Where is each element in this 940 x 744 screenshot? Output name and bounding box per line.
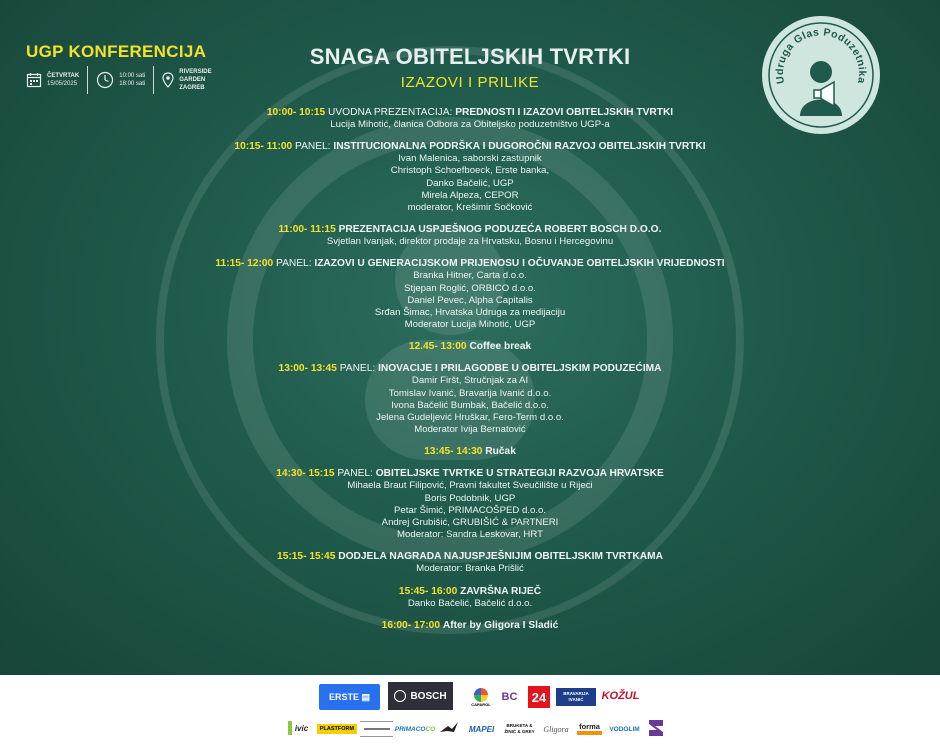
speaker-line: Danko Bačelić, Bačelić d.o.o.	[407, 597, 533, 609]
agenda-session	[120, 363, 820, 436]
session-heading	[120, 551, 820, 563]
24sata-logo-text: 24	[531, 689, 547, 705]
session-kind: PANEL:	[337, 468, 373, 480]
speaker-line: Petar Šimić, PRIMACOŠPED d.o.o.	[394, 504, 546, 516]
forma-logo-text: forma	[579, 721, 600, 731]
date-info	[26, 72, 79, 88]
speaker-line: Moderator: Branka Prišlić	[416, 563, 524, 575]
session-time: 15:15- 15:45	[277, 551, 336, 563]
session-title: ZAVRŠNA RIJEČ	[460, 585, 542, 597]
session-heading	[120, 224, 820, 236]
agenda-session	[120, 551, 820, 575]
bosch-mark-icon	[394, 690, 406, 702]
session-title: After by Gligora I Sladić	[442, 619, 559, 631]
grey-logo-text: BRUKETA & ŽINIĆ & GREY	[504, 723, 535, 734]
session-time: 10:15- 11:00	[234, 141, 293, 153]
page-subtitle: IZAZOVI I PRILIKE	[400, 74, 540, 91]
erste-logo-text: ERSTE	[328, 692, 359, 702]
speaker-line: moderator, Krešimir Sočković	[407, 202, 533, 214]
session-time: 15:45- 16:00	[398, 585, 458, 597]
speaker-line: Christoph Schoefboeck, Erste banka,	[390, 165, 550, 177]
session-time: 11:15- 12:00	[215, 258, 274, 270]
session-kind: PANEL:	[276, 258, 312, 270]
bravarija-logo-text: BRAVARIJA IVANIĆ	[563, 691, 589, 702]
session-heading	[120, 363, 820, 375]
venue-line: GARDEN	[179, 77, 206, 83]
speaker-line: Svjetlan Ivanjak, direktor prodaje za Hrvatsku, Bosnu i Hercegovinu	[326, 236, 614, 248]
session-heading	[120, 620, 820, 632]
agenda-session	[120, 620, 820, 632]
bravarija-ivanic-logo	[556, 688, 596, 706]
session-title: IZAZOVI U GENERACIJSKOM PRIJENOSU I OČUVANJE OBITELJSKIH VRIJEDNOSTI	[314, 258, 725, 270]
speaker-line: Moderator: Sandra Leskovar, HRT	[397, 529, 543, 541]
24sata-logo	[528, 686, 550, 708]
speaker-line: Branka Hitner, Carta d.o.o.	[413, 270, 527, 282]
session-heading	[120, 141, 820, 153]
sponsors-strip	[0, 675, 940, 744]
caparol-logo-text: CAPAROL	[471, 701, 491, 707]
forma-logo	[576, 719, 603, 737]
ivic-logo-text: ivic	[294, 723, 309, 733]
session-time: 11:00- 11:15	[278, 224, 336, 236]
session-title: DODJELA NAGRADA NAJUSPJEŠNIJIM OBITELJSKIM TVRTKAMA	[338, 551, 663, 563]
agenda-session	[120, 341, 820, 353]
page-title: SNAGA OBITELJSKIH TVRTKI	[309, 44, 631, 69]
agenda-session	[120, 468, 820, 541]
small-partner-mark-icon	[364, 728, 390, 730]
session-title: INSTITUCIONALNA PODRŠKA I DUGOROČNI RAZVOJ OBITELJSKIH TVRTKI	[333, 141, 706, 153]
session-time: 13:00- 13:45	[278, 363, 337, 375]
session-title: PREDNOSTI I IZAZOVI OBITELJSKIH TVRTKI	[455, 107, 674, 118]
speaker-line: Damir Firšt, Stručnjak za AI	[411, 375, 529, 387]
session-title: Ručak	[485, 446, 516, 458]
bruketa-zinic-grey-logo	[502, 718, 537, 740]
time-info	[96, 71, 145, 89]
bosch-logo-text: BOSCH	[410, 690, 447, 702]
session-heading	[120, 468, 820, 480]
speaker-line: Mirela Alpeza, CEPOR	[421, 189, 519, 201]
session-time: 12.45- 13:00	[408, 341, 467, 353]
speaker-line: Daniel Pevec, Alpha Capitalis	[407, 294, 533, 306]
session-heading	[120, 258, 820, 270]
conference-title: UGP KONFERENCIJA	[26, 42, 207, 61]
speaker-line: Boris Podobnik, UGP	[424, 492, 516, 504]
info-divider	[153, 66, 154, 94]
speaker-line: Lucija Mihotić, članica Odbora za Obiteljsko poduzetništvo UGP-a	[330, 119, 610, 130]
date-day: ČETVRTAK	[47, 73, 80, 79]
calendar-icon	[26, 72, 42, 88]
bird-partner-logo	[437, 719, 461, 739]
clock-icon	[96, 71, 114, 89]
primacosped-logo-text: PRIMACO	[394, 725, 426, 733]
purple-mark-icon	[647, 718, 665, 738]
agenda-session	[120, 224, 820, 248]
mapei-logo-text: MAPEI	[468, 725, 495, 734]
caparol-logo	[470, 685, 492, 709]
agenda-session	[120, 586, 820, 610]
session-time: 16:00- 17:00	[381, 619, 440, 631]
session-heading	[120, 586, 820, 598]
speaker-line: Moderator Lucija Mihotić, UGP	[404, 319, 536, 331]
mapei-logo	[465, 723, 498, 736]
speaker-line: Tomislav Ivanić, Bravarija Ivanić d.o.o.	[388, 387, 552, 399]
agenda-session	[120, 446, 820, 458]
gligora-logo-text: Gligora	[543, 724, 569, 734]
session-heading	[120, 107, 820, 119]
vodolim-logo	[607, 723, 642, 736]
agenda-session	[120, 258, 820, 331]
bosch-logo	[388, 682, 453, 710]
session-title: PREZENTACIJA USPJEŠNOG PODUZEĆA ROBERT BOSCH D.O.O.	[338, 224, 662, 236]
speaker-line: Jelena Gudeljević Hruškar, Fero-Term d.o.o.	[376, 412, 564, 424]
session-kind: PANEL:	[295, 141, 331, 153]
session-kind: UVODNA PREZENTACIJA:	[328, 107, 453, 118]
ivic-logo	[282, 718, 314, 738]
speaker-line: Moderator Ivija Bernatović	[414, 424, 526, 436]
purple-partner-logo	[646, 717, 666, 739]
info-divider	[87, 66, 88, 94]
speaker-line: Danko Bačelić, UGP	[426, 177, 514, 189]
agenda-session	[120, 107, 820, 131]
primacosped-logo: PRIMACO CO	[394, 725, 436, 733]
speaker-line: Mihaela Braut Filipović, Pravni fakultet Sveučilište u Rijeci	[347, 480, 593, 492]
speaker-line: Stjepan Roglić, ORBICO d.o.o.	[404, 282, 536, 294]
speaker-line: Srđan Šimac, Hrvatska Udruga za medijaciju	[374, 307, 566, 319]
speaker-line: Ivan Malenica, saborski zastupnik	[398, 153, 542, 165]
caparol-mark-icon	[474, 688, 488, 702]
plastform-logo	[317, 724, 357, 734]
venue-line: RIVERSIDE	[179, 69, 212, 75]
session-kind: PANEL:	[339, 363, 376, 375]
session-time: 10:00- 10:15	[266, 107, 326, 118]
small-partner-logo	[360, 721, 393, 737]
bc-logo-text: BC	[501, 691, 518, 703]
speaker-line: Andrej Grubišić, GRUBIŠIĆ & PARTNERI	[381, 517, 559, 529]
session-time: 14:30- 15:15	[276, 468, 335, 480]
session-heading	[120, 341, 820, 353]
agenda-session	[120, 141, 820, 214]
venue-line: ZAGREB	[179, 85, 205, 91]
agenda	[120, 107, 820, 642]
time-start: 10:00 sati	[119, 73, 146, 79]
gligora-logo	[540, 722, 572, 736]
bird-icon	[438, 720, 460, 738]
plastform-logo-text: PLASTFORM	[319, 726, 355, 732]
date-value: 15/05/2025	[47, 81, 78, 87]
session-title: OBITELJSKE TVRTKE U STRATEGIJI RAZVOJA HRVATSKE	[375, 468, 664, 480]
session-time: 13:45- 14:30	[424, 446, 483, 458]
kozul-logo	[603, 687, 638, 705]
time-end: 18:00 sati	[119, 81, 146, 87]
speaker-line: Ivona Bačelić Bumbak, Bačelić d.o.o.	[391, 399, 549, 411]
erste-logo: ERSTE ▤	[319, 684, 380, 710]
kozul-logo-text: KOŽUL	[601, 690, 640, 702]
bc-logo	[500, 686, 519, 708]
session-title: Coffee break	[469, 341, 532, 353]
ivic-mark-icon	[288, 721, 292, 735]
forma-bar-icon	[577, 731, 602, 735]
vodolim-logo-text: VODOLIM	[609, 726, 640, 733]
session-heading	[120, 446, 820, 458]
badge-text: Udruga Glas Poduzetnika	[773, 26, 869, 85]
session-title: INOVACIJE I PRILAGODBE U OBITELJSKIM PODUZEĆIMA	[378, 363, 662, 375]
